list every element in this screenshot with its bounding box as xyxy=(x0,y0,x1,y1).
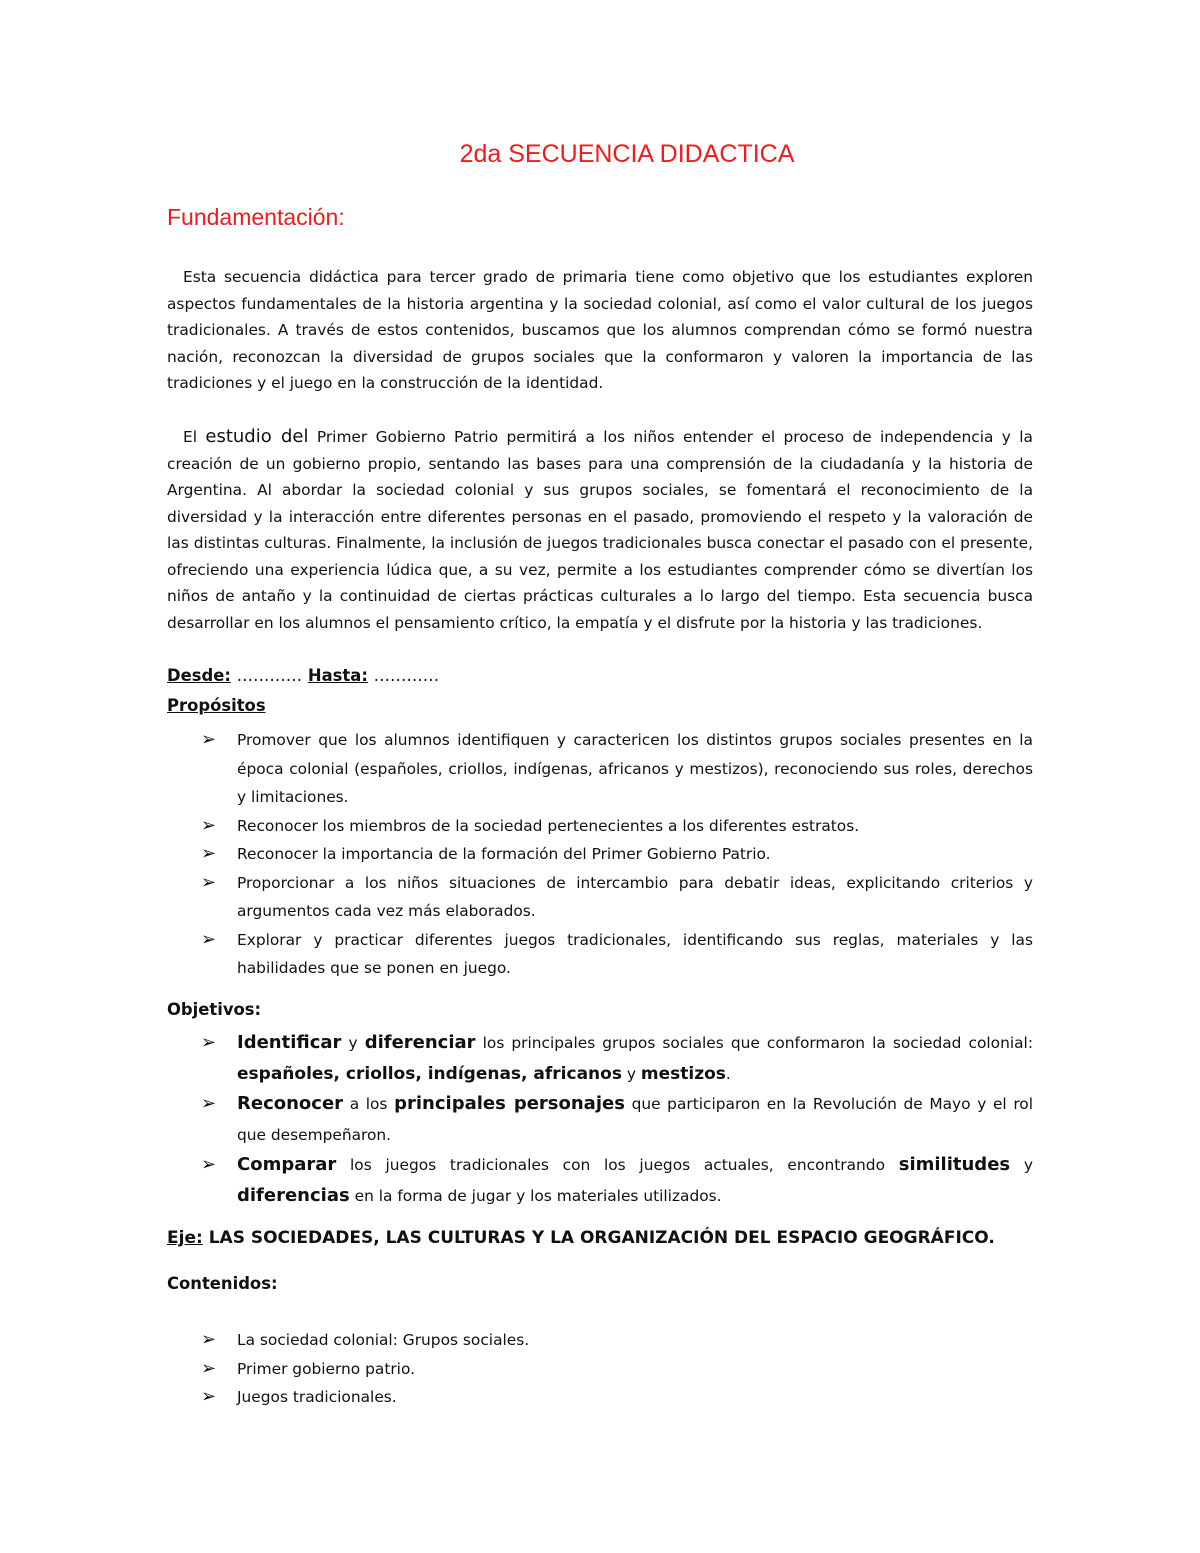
proposito-text: Proporcionar a los niños situaciones de intercambio para debatir ideas, explicitando criterios y argumentos cada vez más elaborados. xyxy=(237,873,1033,920)
objetivo-text: en la forma de jugar y los materiales utilizados. xyxy=(354,1186,722,1205)
list-item xyxy=(167,1326,1033,1355)
objetivos-list xyxy=(167,1028,1033,1211)
arrow-bullet-icon: ➢ xyxy=(201,1386,217,1407)
title-main: SECUENCIA DIDACTICA xyxy=(508,140,795,168)
fundamentacion-paragraph-2 xyxy=(167,424,1033,636)
objetivos-heading: Objetivos: xyxy=(167,1000,262,1019)
objetivo-keyword: Identificar xyxy=(237,1032,342,1053)
list-item xyxy=(167,726,1033,812)
objetivo-keyword: similitudes xyxy=(898,1154,1011,1175)
paragraph-2-emphasis: estudio del xyxy=(205,426,309,447)
objetivo-keyword: diferencias xyxy=(237,1184,350,1206)
contenido-text: Juegos tradicionales. xyxy=(237,1388,397,1406)
proposito-text: Explorar y practicar diferentes juegos tradicionales, identificando sus reglas, materiales y las habilidades que se ponen en juego. xyxy=(237,930,1033,977)
arrow-bullet-icon: ➢ xyxy=(201,843,217,864)
list-item xyxy=(167,812,1033,841)
arrow-bullet-icon: ➢ xyxy=(201,1329,217,1350)
eje-label: Eje: xyxy=(167,1228,203,1248)
hasta-label: Hasta: xyxy=(307,666,368,685)
hasta-value: ………… xyxy=(373,666,440,685)
arrow-bullet-icon: ➢ xyxy=(201,928,217,950)
contenido-text: Primer gobierno patrio. xyxy=(237,1359,415,1378)
proposito-text: Reconocer la importancia de la formación del Primer Gobierno Patrio. xyxy=(237,845,771,863)
paragraph-1-text: Esta secuencia didáctica para tercer grado de primaria tiene como objetivo que los estudiantes exploren aspectos fundamentales de la historia argentina y la sociedad colonial, así como el valor cultural de los juegos tradicionales. A través de estos contenidos, buscamos que los alumnos comprendan cómo se formó nuestra nación, reconozcan la diversidad de grupos sociales que la conformaron y valoren la importancia de las tradiciones y el juego en la construcción de la identidad. xyxy=(167,268,1033,392)
arrow-bullet-icon: ➢ xyxy=(201,814,217,836)
list-item xyxy=(167,1355,1033,1384)
arrow-bullet-icon: ➢ xyxy=(201,1032,217,1053)
objetivo-text: y xyxy=(348,1034,358,1052)
arrow-bullet-icon: ➢ xyxy=(201,871,217,893)
objetivo-text: los principales grupos sociales que conformaron la sociedad colonial: xyxy=(482,1034,1034,1052)
list-item xyxy=(167,1150,1033,1211)
paragraph-2-rest: Primer Gobierno Patrio permitirá a los niños entender el proceso de independencia y la creación de un gobierno propio, sentando las bases para una comprensión de la ciudadanía y la historia de Argentina. Al abordar la sociedad colonial y sus grupos sociales, se fomentará el reconocimiento de la diversidad y la interacción entre diferentes personas en el pasado, promoviendo el respeto y la valoración de las distintas culturas. Finalmente, la inclusión de juegos tradicionales busca conectar el pasado con el presente, ofreciendo una experiencia lúdica que, a su vez, permite a los estudiantes comprender cómo se divertían los niños de antaño y la continuidad de ciertas prácticas culturales a lo largo del tiempo. Esta secuencia busca desarrollar en los alumnos el pensamiento crítico, la empatía y el disfrute por la historia y las tradiciones. xyxy=(167,428,1033,632)
objetivo-text: los juegos tradicionales con los juegos actuales, encontrando xyxy=(350,1156,885,1174)
contenidos-list xyxy=(167,1326,1033,1412)
contenido-text: La sociedad colonial: Grupos sociales. xyxy=(237,1331,530,1349)
list-item xyxy=(167,869,1033,926)
title-prefix: 2da xyxy=(459,140,502,168)
objetivo-keyword: diferenciar xyxy=(364,1032,476,1053)
objetivo-text: y xyxy=(626,1064,636,1083)
list-item xyxy=(167,1089,1033,1150)
fundamentacion-heading: Fundamentación: xyxy=(167,204,345,230)
arrow-bullet-icon: ➢ xyxy=(201,1093,217,1114)
objetivo-keyword: Reconocer xyxy=(237,1093,344,1114)
proposito-text: Reconocer los miembros de la sociedad pertenecientes a los diferentes estratos. xyxy=(237,816,860,835)
arrow-bullet-icon: ➢ xyxy=(201,1357,217,1379)
fundamentacion-paragraph-1 xyxy=(167,264,1033,397)
objetivo-keyword: principales personajes xyxy=(394,1093,625,1114)
objetivo-keyword: españoles, criollos, indígenas, africanos xyxy=(237,1063,622,1084)
list-item xyxy=(167,926,1033,983)
list-item xyxy=(167,1383,1033,1412)
arrow-bullet-icon: ➢ xyxy=(201,1154,217,1175)
eje-text: LAS SOCIEDADES, LAS CULTURAS Y LA ORGANIZACIÓN DEL ESPACIO GEOGRÁFICO. xyxy=(208,1228,995,1248)
dates-line xyxy=(167,666,439,685)
arrow-bullet-icon: ➢ xyxy=(201,729,217,750)
eje-line xyxy=(167,1228,995,1248)
contenidos-heading: Contenidos: xyxy=(167,1274,278,1293)
objetivo-keyword: mestizos xyxy=(640,1063,726,1084)
desde-label: Desde: xyxy=(167,666,231,685)
document-title xyxy=(0,140,1200,169)
proposito-text: Promover que los alumnos identifiquen y caractericen los distintos grupos sociales presentes en la época colonial (españoles, criollos, indígenas, africanos y mestizos), reconociendo sus roles, derechos y limitaciones. xyxy=(237,731,1033,806)
paragraph-2-lead: El xyxy=(183,428,198,446)
list-item xyxy=(167,1028,1033,1089)
propositos-heading: Propósitos xyxy=(167,696,266,715)
objetivo-text: . xyxy=(725,1064,731,1083)
objetivo-keyword: Comparar xyxy=(237,1154,337,1175)
list-item xyxy=(167,840,1033,869)
propositos-list xyxy=(167,726,1033,983)
objetivo-text: que participaron en la Revolución de Mayo y el rol que desempeñaron. xyxy=(237,1095,1033,1144)
desde-value: ………… xyxy=(236,666,303,685)
objetivo-text: a los xyxy=(349,1095,388,1113)
objetivo-text: y xyxy=(1023,1156,1033,1174)
